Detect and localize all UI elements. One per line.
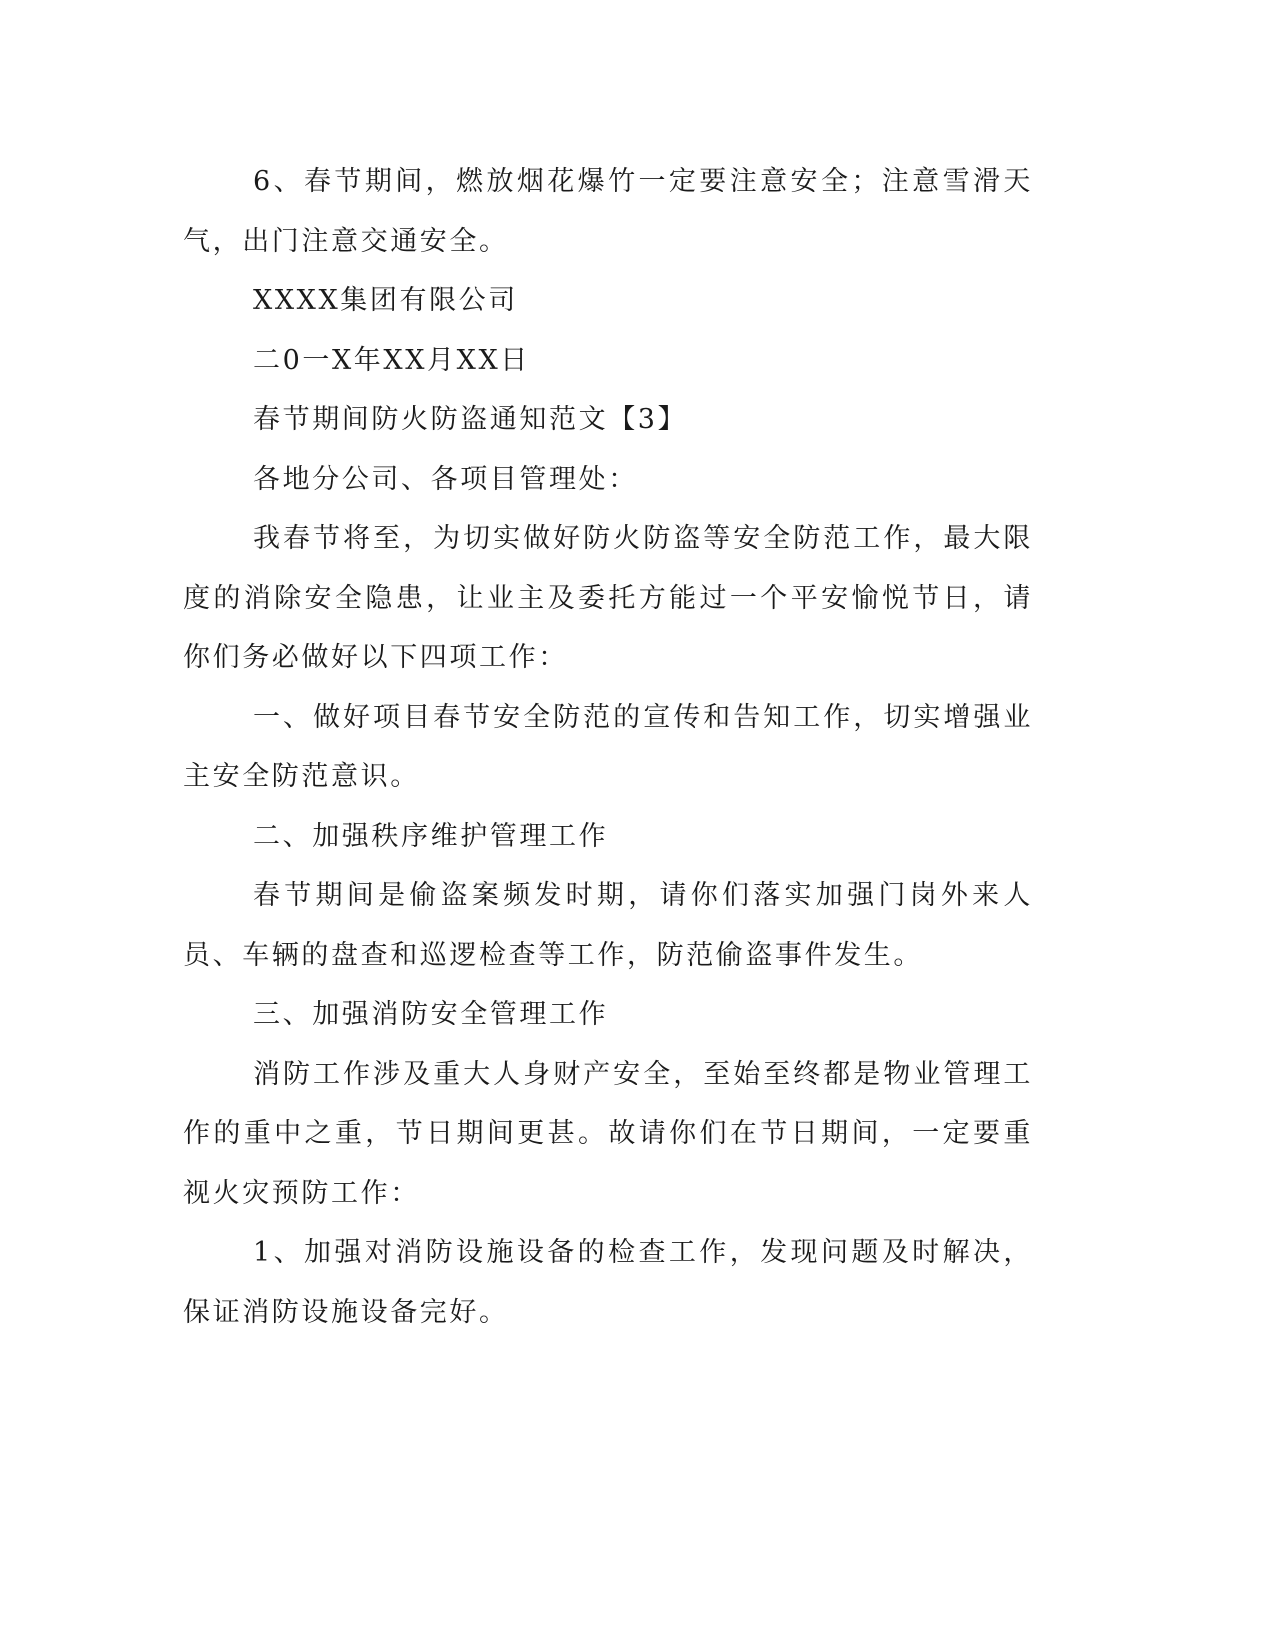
heading-item-three: 三、加强消防安全管理工作 <box>253 999 609 1030</box>
document-body <box>183 152 1033 1342</box>
signature-date: 二0一X年XX月XX日 <box>253 344 530 376</box>
paragraph-item-two-body: 春节期间是偷盗案频发时期，请你们落实加强门岗外来人员、车辆的盘查和巡逻检查等工作，防范偷盗事件发生。 <box>183 880 1033 971</box>
paragraph-subitem-one: 1、加强对消防设施设备的检查工作，发现问题及时解决，保证消防设施设备完好。 <box>183 1237 1033 1328</box>
paragraph-fireworks-safety: 6、春节期间，燃放烟花爆竹一定要注意安全；注意雪滑天气，出门注意交通安全。 <box>183 166 1033 257</box>
heading-item-two: 二、加强秩序维护管理工作 <box>253 820 609 852</box>
notice-addressee: 各地分公司、各项目管理处： <box>253 463 638 495</box>
paragraph-item-one: 一、做好项目春节安全防范的宣传和告知工作，切实增强业主安全防范意识。 <box>183 701 1033 792</box>
notice-title: 春节期间防火防盗通知范文【3】 <box>253 404 688 435</box>
paragraph-intro: 我春节将至，为切实做好防火防盗等安全防范工作，最大限度的消除安全隐患，让业主及委托方能过一个平安愉悦节日，请你们务必做好以下四项工作： <box>183 523 1033 673</box>
company-signature: XXXX集团有限公司 <box>253 285 518 316</box>
paragraph-item-three-body: 消防工作涉及重大人身财产安全，至始至终都是物业管理工作的重中之重，节日期间更甚。故请你们在节日期间，一定要重视火灾预防工作： <box>183 1058 1033 1209</box>
